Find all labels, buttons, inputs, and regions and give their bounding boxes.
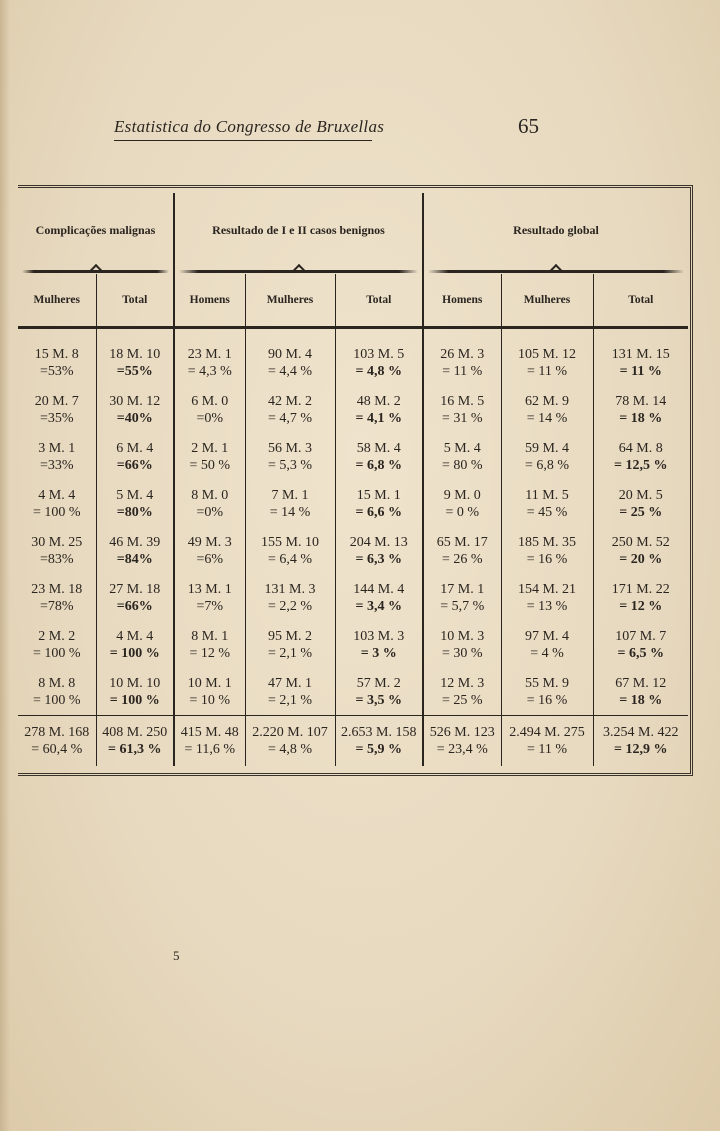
cell-percentage: = 11 % <box>619 363 662 379</box>
cell-count: 26 M. 3 <box>440 346 485 362</box>
cell-count: 64 M. 8 <box>618 440 663 456</box>
table-cell <box>96 716 174 767</box>
group-header-complicacoes: Complicações malignas <box>35 223 156 237</box>
cell-percentage: = 100 % <box>32 645 81 661</box>
table-cell <box>423 480 501 527</box>
table-cell <box>96 480 174 527</box>
spacer-cell <box>174 328 245 340</box>
column-header: Homens <box>423 274 501 328</box>
spacer-cell <box>18 328 96 340</box>
signature-mark: 5 <box>173 948 180 963</box>
cell-percentage: = 20 % <box>619 551 663 567</box>
cell-count: 62 M. 9 <box>525 393 569 409</box>
cell-count: 15 M. 8 <box>34 346 79 362</box>
table-cell <box>335 716 423 767</box>
cell-count: 56 M. 3 <box>268 440 312 456</box>
table-cell <box>335 339 423 386</box>
cell-count: 27 M. 18 <box>109 581 161 597</box>
cell-count: 408 M. 250 <box>102 725 168 740</box>
table-row <box>18 574 688 621</box>
cell-count: 185 M. 35 <box>518 534 576 550</box>
cell-percentage: = 4 % <box>530 645 564 661</box>
cell-percentage: =0% <box>196 504 224 520</box>
table-cell <box>335 621 423 668</box>
cell-count: 30 M. 25 <box>31 534 83 550</box>
table-cell <box>18 668 96 716</box>
cell-percentage: = 61,3 % <box>108 742 162 757</box>
cell-percentage: = 26 % <box>441 551 483 567</box>
cell-percentage: =55% <box>116 363 153 379</box>
cell-count: 278 M. 168 <box>24 725 90 740</box>
group-header-global: Resultado global <box>423 193 688 268</box>
table-cell <box>423 386 501 433</box>
table-cell <box>501 621 593 668</box>
cell-count: 46 M. 39 <box>109 534 161 550</box>
cell-percentage: = 50 % <box>189 457 231 473</box>
cell-count: 171 M. 22 <box>611 581 670 597</box>
cell-percentage: = 2,1 % <box>267 645 313 661</box>
table-cell <box>335 668 423 716</box>
cell-percentage: =35% <box>39 410 74 426</box>
table-cell <box>423 668 501 716</box>
cell-percentage: =84% <box>116 551 153 567</box>
table-cell <box>245 668 335 716</box>
table-cell <box>335 386 423 433</box>
cell-count: 6 M. 0 <box>191 393 229 409</box>
totals-row <box>18 716 688 767</box>
group-header-benignos: Resultado de I e II casos benignos <box>174 193 423 268</box>
table-cell <box>245 339 335 386</box>
table-cell <box>335 574 423 621</box>
table-row <box>18 480 688 527</box>
table-cell <box>174 527 245 574</box>
table-cell <box>423 527 501 574</box>
brace-global <box>423 268 688 274</box>
table-row <box>18 339 688 386</box>
cell-count: 4 M. 4 <box>38 487 76 503</box>
cell-count: 4 M. 4 <box>116 628 154 644</box>
cell-count: 95 M. 2 <box>268 628 312 644</box>
cell-percentage: = 11 % <box>526 363 568 379</box>
cell-count: 526 M. 123 <box>429 725 495 740</box>
cell-percentage: = 60,4 % <box>31 742 83 757</box>
cell-count: 107 M. 7 <box>615 628 667 644</box>
table-cell <box>174 668 245 716</box>
table-cell <box>593 668 688 716</box>
cell-percentage: = 4,8 % <box>267 742 313 757</box>
cell-count: 144 M. 4 <box>353 581 405 597</box>
table-cell <box>245 386 335 433</box>
cell-count: 13 M. 1 <box>187 581 232 597</box>
table-cell <box>18 527 96 574</box>
column-header: Total <box>593 274 688 328</box>
cell-count: 154 M. 21 <box>518 581 576 597</box>
cell-percentage: =6% <box>196 551 224 567</box>
table-cell <box>423 716 501 767</box>
table-cell <box>245 527 335 574</box>
cell-count: 2.220 M. 107 <box>252 725 328 740</box>
cell-count: 59 M. 4 <box>525 440 569 456</box>
table-cell <box>174 386 245 433</box>
cell-percentage: = 6,8 % <box>524 457 570 473</box>
table-cell <box>96 339 174 386</box>
cell-percentage: = 16 % <box>526 692 568 708</box>
cell-percentage: = 11 % <box>442 363 483 379</box>
page-number: 65 <box>518 114 539 138</box>
cell-percentage: = 10 % <box>189 692 231 708</box>
table-cell <box>18 386 96 433</box>
cell-percentage: = 6,8 % <box>355 457 402 473</box>
cell-count: 20 M. 5 <box>618 487 663 503</box>
column-header: Total <box>96 274 174 328</box>
cell-count: 20 M. 7 <box>34 393 79 409</box>
cell-percentage: = 12,9 % <box>614 742 668 757</box>
column-header: Total <box>335 274 423 328</box>
cell-count: 47 M. 1 <box>268 675 312 691</box>
cell-count: 105 M. 12 <box>518 346 576 362</box>
cell-percentage: =0% <box>196 410 224 426</box>
cell-count: 250 M. 52 <box>611 534 670 550</box>
cell-count: 415 M. 48 <box>180 725 239 740</box>
cell-percentage: = 2,1 % <box>267 692 313 708</box>
cell-percentage: = 4,4 % <box>267 363 313 379</box>
cell-count: 78 M. 14 <box>615 393 667 409</box>
spacer-cell <box>423 328 501 340</box>
table-cell <box>501 574 593 621</box>
cell-count: 90 M. 4 <box>268 346 312 362</box>
cell-count: 67 M. 12 <box>615 675 667 691</box>
cell-count: 97 M. 4 <box>525 628 569 644</box>
cell-count: 11 M. 5 <box>525 487 569 503</box>
cell-count: 131 M. 3 <box>264 581 316 597</box>
table-cell <box>18 339 96 386</box>
brace-complicacoes <box>18 268 174 274</box>
cell-count: 103 M. 3 <box>353 628 405 644</box>
cell-percentage: = 5,3 % <box>267 457 313 473</box>
cell-count: 2 M. 1 <box>191 440 229 456</box>
spacer-cell <box>245 328 335 340</box>
table-cell <box>96 386 174 433</box>
spacer-cell <box>501 328 593 340</box>
cell-percentage: = 16 % <box>526 551 568 567</box>
table-cell <box>501 480 593 527</box>
cell-percentage: = 3,4 % <box>355 598 402 614</box>
table-cell <box>593 433 688 480</box>
cell-count: 131 M. 15 <box>611 346 670 362</box>
table-cell <box>174 433 245 480</box>
cell-count: 57 M. 2 <box>356 675 401 691</box>
spacer-cell <box>593 328 688 340</box>
cell-percentage: =33% <box>39 457 74 473</box>
brace-benignos <box>174 268 423 274</box>
cell-count: 17 M. 1 <box>440 581 485 597</box>
table-cell <box>593 339 688 386</box>
cell-percentage: = 100 % <box>109 692 160 708</box>
cell-count: 103 M. 5 <box>353 346 405 362</box>
table-cell <box>174 574 245 621</box>
statistics-table <box>18 193 688 766</box>
spacer-cell <box>96 328 174 340</box>
cell-percentage: =66% <box>116 598 153 614</box>
table-cell <box>501 433 593 480</box>
table-cell <box>18 716 96 767</box>
table-row <box>18 527 688 574</box>
table-row <box>18 433 688 480</box>
table-cell <box>335 480 423 527</box>
cell-count: 8 M. 0 <box>191 487 229 503</box>
cell-count: 42 M. 2 <box>268 393 312 409</box>
cell-count: 30 M. 12 <box>109 393 161 409</box>
table-cell <box>96 621 174 668</box>
cell-count: 3.254 M. 422 <box>603 725 679 740</box>
cell-percentage: = 3 % <box>360 645 397 661</box>
cell-count: 6 M. 4 <box>116 440 154 456</box>
cell-count: 9 M. 0 <box>443 487 481 503</box>
cell-percentage: = 100 % <box>32 692 81 708</box>
cell-percentage: = 14 % <box>269 504 311 520</box>
cell-count: 155 M. 10 <box>261 534 319 550</box>
cell-count: 16 M. 5 <box>440 393 485 409</box>
table-cell <box>423 574 501 621</box>
cell-percentage: = 25 % <box>619 504 663 520</box>
column-header: Mulheres <box>501 274 593 328</box>
cell-percentage: = 25 % <box>441 692 483 708</box>
cell-percentage: = 12 % <box>189 645 231 661</box>
cell-percentage: = 6,6 % <box>355 504 402 520</box>
table-cell <box>593 480 688 527</box>
table-cell <box>335 527 423 574</box>
cell-count: 5 M. 4 <box>116 487 154 503</box>
table-cell <box>245 433 335 480</box>
cell-count: 2.494 M. 275 <box>509 725 585 740</box>
cell-percentage: = 18 % <box>619 410 663 426</box>
table-cell <box>501 339 593 386</box>
cell-percentage: = 12,5 % <box>614 457 668 473</box>
table-cell <box>423 621 501 668</box>
cell-percentage: = 30 % <box>441 645 483 661</box>
cell-percentage: = 100 % <box>109 645 160 661</box>
table-cell <box>593 621 688 668</box>
cell-percentage: = 18 % <box>619 692 663 708</box>
table-cell <box>593 574 688 621</box>
cell-count: 3 M. 1 <box>38 440 76 456</box>
cell-percentage: = 4,8 % <box>355 363 402 379</box>
cell-count: 10 M. 10 <box>109 675 161 691</box>
cell-percentage: = 4,1 % <box>355 410 402 426</box>
cell-percentage: = 100 % <box>32 504 81 520</box>
table-cell <box>18 480 96 527</box>
page-edge-shadow <box>0 0 10 1131</box>
table-cell <box>18 621 96 668</box>
table-cell <box>96 527 174 574</box>
cell-count: 2.653 M. 158 <box>341 725 417 740</box>
table-cell <box>174 480 245 527</box>
cell-percentage: = 45 % <box>526 504 568 520</box>
table-cell <box>245 621 335 668</box>
table-cell <box>593 527 688 574</box>
cell-percentage: = 4,7 % <box>267 410 313 426</box>
cell-count: 10 M. 3 <box>440 628 485 644</box>
cell-percentage: = 0 % <box>445 504 480 520</box>
table-cell <box>18 574 96 621</box>
cell-percentage: = 6,4 % <box>267 551 313 567</box>
cell-percentage: =40% <box>116 410 153 426</box>
table-cell <box>18 433 96 480</box>
table-cell <box>423 433 501 480</box>
cell-count: 65 M. 17 <box>436 534 488 550</box>
cell-percentage: =66% <box>116 457 153 473</box>
table-cell <box>245 480 335 527</box>
table-cell <box>174 339 245 386</box>
cell-percentage: = 3,5 % <box>355 692 402 708</box>
cell-percentage: = 6,3 % <box>355 551 402 567</box>
table-cell <box>335 433 423 480</box>
cell-count: 8 M. 8 <box>38 675 76 691</box>
table-cell <box>174 621 245 668</box>
column-header: Homens <box>174 274 245 328</box>
table-cell <box>501 668 593 716</box>
cell-percentage: = 4,3 % <box>187 363 232 379</box>
cell-count: 49 M. 3 <box>187 534 232 550</box>
cell-percentage: =7% <box>196 598 224 614</box>
column-header: Mulheres <box>18 274 96 328</box>
table-cell <box>501 716 593 767</box>
cell-percentage: = 12 % <box>619 598 663 614</box>
cell-percentage: = 14 % <box>526 410 568 426</box>
column-header: Mulheres <box>245 274 335 328</box>
cell-percentage: = 11 % <box>526 742 568 757</box>
cell-percentage: =83% <box>39 551 74 567</box>
cell-count: 55 M. 9 <box>525 675 569 691</box>
cell-percentage: = 11,6 % <box>184 742 236 757</box>
table-cell <box>96 574 174 621</box>
table-cell <box>423 339 501 386</box>
spacer-cell <box>335 328 423 340</box>
table-cell <box>174 716 245 767</box>
cell-count: 12 M. 3 <box>440 675 485 691</box>
table-cell <box>245 574 335 621</box>
table-row <box>18 668 688 716</box>
table-cell <box>96 668 174 716</box>
cell-count: 5 M. 4 <box>443 440 481 456</box>
cell-count: 2 M. 2 <box>38 628 76 644</box>
table-cell <box>245 716 335 767</box>
cell-count: 58 M. 4 <box>356 440 401 456</box>
cell-percentage: =53% <box>39 363 74 379</box>
table-row <box>18 386 688 433</box>
cell-percentage: = 5,9 % <box>355 742 402 757</box>
cell-count: 7 M. 1 <box>271 487 309 503</box>
cell-percentage: = 6,5 % <box>617 645 665 661</box>
cell-count: 23 M. 18 <box>31 581 83 597</box>
cell-count: 48 M. 2 <box>356 393 401 409</box>
cell-percentage: = 13 % <box>526 598 568 614</box>
cell-percentage: =78% <box>39 598 74 614</box>
cell-count: 15 M. 1 <box>356 487 401 503</box>
table-cell <box>96 433 174 480</box>
cell-count: 18 M. 10 <box>109 346 161 362</box>
cell-percentage: = 2,2 % <box>267 598 313 614</box>
cell-percentage: = 31 % <box>441 410 483 426</box>
table-cell <box>501 527 593 574</box>
table-cell <box>593 386 688 433</box>
cell-percentage: =80% <box>116 504 153 520</box>
cell-percentage: = 80 % <box>441 457 483 473</box>
cell-count: 8 M. 1 <box>191 628 229 644</box>
table-row <box>18 621 688 668</box>
cell-percentage: = 5,7 % <box>440 598 485 614</box>
cell-count: 10 M. 1 <box>187 675 232 691</box>
cell-count: 204 M. 13 <box>349 534 408 550</box>
cell-count: 23 M. 1 <box>187 346 232 362</box>
table-cell <box>501 386 593 433</box>
running-title: Estatistica do Congresso de Bruxellas <box>114 117 372 141</box>
table-cell <box>593 716 688 767</box>
cell-percentage: = 23,4 % <box>436 742 488 757</box>
